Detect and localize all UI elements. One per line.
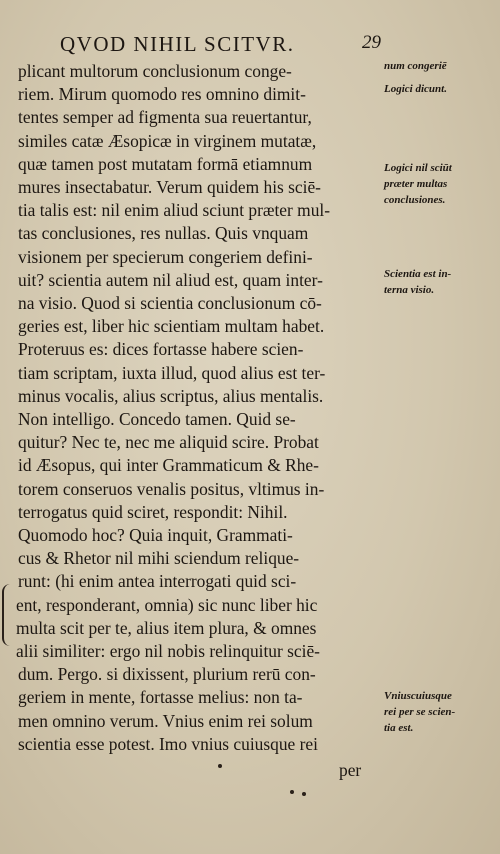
body-line: tas conclusiones, res nullas. Quis vnquam [18, 223, 309, 244]
margin-note: Logici nil sciūt [384, 162, 452, 174]
ink-dot [302, 792, 306, 796]
body-line: dum. Pergo. si dixissent, plurium rerū con- [18, 664, 316, 685]
margin-note: Logici dicunt. [384, 83, 447, 95]
margin-note: præter multas [384, 178, 448, 190]
body-line: plicant multorum conclusionum conge- [18, 61, 292, 81]
catchword: per [339, 760, 362, 780]
running-head: QVOD NIHIL SCITVR. [60, 32, 295, 56]
margin-note: num congeriē [384, 60, 447, 72]
body-line: tia talis est: nil enim aliud sciunt præter mul- [18, 200, 331, 221]
body-line: id Æsopus, qui inter Grammaticum & Rhe- [18, 455, 319, 476]
body-line: cus & Rhetor nil mihi sciendum relique- [18, 548, 300, 569]
body-line: multa scit per te, alius item plura, & omnes [16, 617, 317, 638]
body-line: minus vocalis, alius scriptus, alius mentalis. [18, 385, 324, 406]
ink-dot [218, 764, 222, 768]
margin-note: terna visio. [384, 284, 435, 296]
body-line: uit? scientia autem nil aliud est, quam inter- [18, 269, 323, 290]
body-line: scientia esse potest. Imo vnius cuiusque rei [18, 733, 318, 754]
body-line: similes catæ Æsopicæ in virginem mutatæ, [18, 130, 317, 151]
body-line: quæ tamen post mutatam formā etiamnum [18, 153, 313, 174]
body-line: runt: (hi enim antea interrogati quid sci- [18, 571, 297, 592]
body-line: geries est, liber hic scientiam multam habet. [18, 316, 325, 337]
body-line: Proteruus es: dices fortasse habere scien- [18, 339, 304, 360]
body-line: visionem per specierum congeriem defini- [18, 246, 313, 267]
margin-note: Vniuscuiusque [384, 690, 452, 702]
margin-note: conclusiones. [384, 194, 446, 206]
body-line: tiam scriptam, iuxta illud, quod alius est ter- [18, 362, 326, 383]
body-line: Quomodo hoc? Quia inquit, Grammati- [18, 525, 293, 545]
body-line: Non intelligo. Concedo tamen. Quid se- [18, 409, 296, 429]
body-line: alii similiter: ergo nil nobis relinquitur sciē- [16, 641, 320, 661]
body-line: riem. Mirum quomodo res omnino dimit- [18, 84, 306, 105]
body-line: quitur? Nec te, nec me aliquid scire. Probat [18, 432, 319, 453]
body-line: mures insectabatur. Verum quidem his sciē- [18, 177, 321, 197]
page-number: 29 [362, 32, 381, 53]
body-line: na visio. Quod si scientia conclusionum cō- [18, 293, 322, 313]
margin-note: Scientia est in- [384, 268, 452, 280]
ink-dot [290, 790, 294, 794]
body-line: tentes semper ad figmenta sua reuertantur, [18, 107, 312, 128]
margin-note: tia est. [384, 722, 414, 734]
body-line: torem conseruos venalis positus, vltimus in- [18, 478, 325, 499]
ink-bracket-mark [2, 584, 14, 646]
body-line: geriem in mente, fortasse melius: non ta- [18, 687, 303, 708]
body-line: terrogatus quid sciret, respondit: Nihil. [18, 501, 288, 522]
margin-note: rei per se scien- [384, 706, 456, 718]
body-line: ent, responderant, omnia) sic nunc liber hic [16, 594, 318, 615]
body-line: men omnino verum. Vnius enim rei solum [18, 710, 313, 731]
